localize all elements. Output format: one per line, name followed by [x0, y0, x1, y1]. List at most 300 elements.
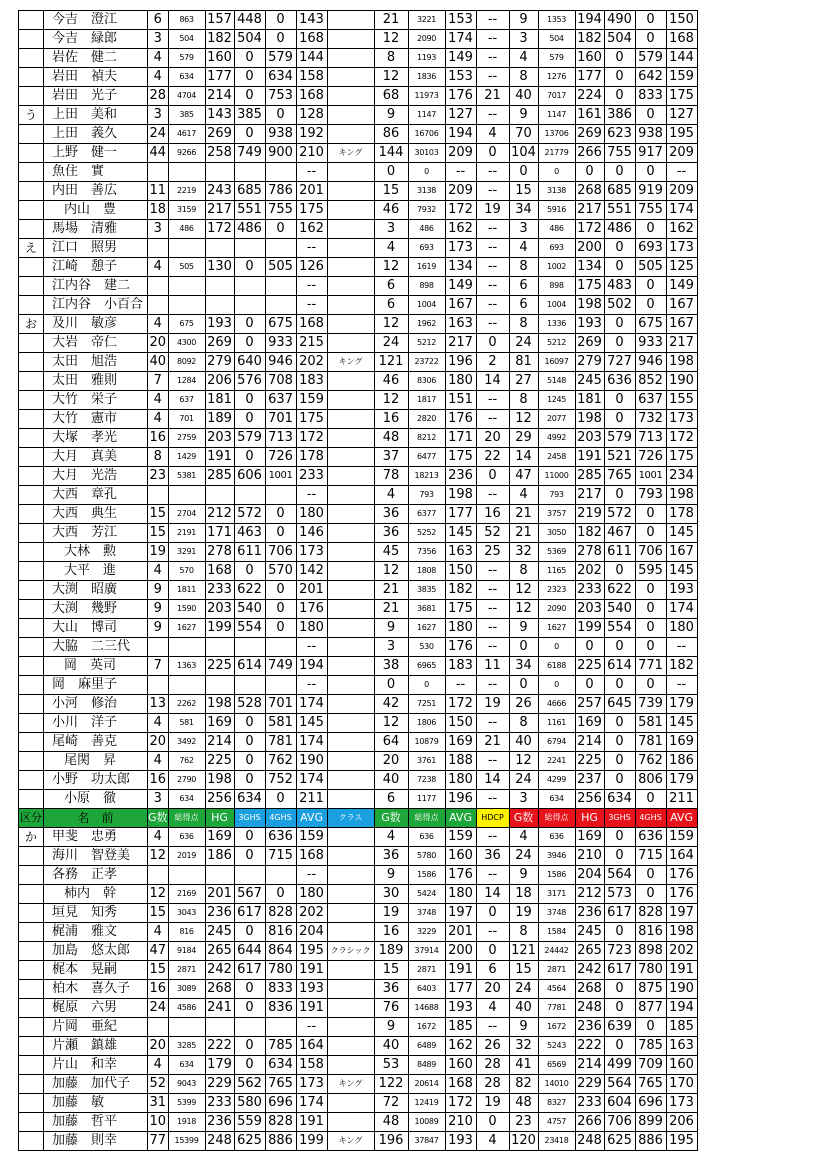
hdcp-cell: --: [476, 391, 509, 410]
average-3-cell: 175: [666, 87, 697, 106]
3g-high-series-3-cell: 765: [604, 467, 635, 486]
3g-high-series-3-cell: 467: [604, 524, 635, 543]
total-score-2-cell: 10089: [408, 1113, 445, 1132]
total-score-cell: 9266: [168, 144, 205, 163]
total-score-2-cell: 14688: [408, 999, 445, 1018]
name-cell: 及川 敏彦: [44, 315, 148, 334]
average-3-cell: 176: [666, 866, 697, 885]
division-cell: [19, 486, 44, 505]
3g-high-series-cell: 572: [234, 505, 265, 524]
table-row: [19, 790, 698, 809]
games-cell: 20: [148, 733, 169, 752]
games-3-cell: 9: [509, 106, 538, 125]
average-2-cell: 174: [445, 30, 476, 49]
high-game-cell: 233: [205, 1094, 234, 1113]
total-score-3-cell: 7017: [538, 87, 575, 106]
4g-high-series-cell: 828: [265, 904, 296, 923]
total-score-2-cell: 2820: [408, 410, 445, 429]
class-cell: [327, 771, 374, 790]
3g-high-series-3-cell: 0: [604, 999, 635, 1018]
games-3-cell: 121: [509, 942, 538, 961]
division-cell: [19, 771, 44, 790]
games-3-cell: 8: [509, 391, 538, 410]
average-cell: --: [296, 163, 327, 182]
4g-high-series-3-cell: 762: [635, 752, 666, 771]
division-cell: [19, 961, 44, 980]
games-2-cell: 3: [374, 638, 408, 657]
3g-high-series-3-cell: 625: [604, 1132, 635, 1151]
division-cell: [19, 866, 44, 885]
games-3-cell: 6: [509, 277, 538, 296]
high-game-3-cell: 194: [575, 11, 604, 30]
games-cell: 28: [148, 87, 169, 106]
games-cell: 4: [148, 410, 169, 429]
high-game-3-cell: 203: [575, 600, 604, 619]
hdcp-cell: --: [476, 752, 509, 771]
4g-high-series-3-cell: 636: [635, 828, 666, 847]
games-3-cell: 14: [509, 448, 538, 467]
3g-high-series-3-cell: 604: [604, 1094, 635, 1113]
4g-high-series-cell: 785: [265, 1037, 296, 1056]
high-game-cell: 179: [205, 1056, 234, 1075]
class-cell: [327, 619, 374, 638]
hdcp-cell: --: [476, 239, 509, 258]
total-score-3-cell: 3050: [538, 524, 575, 543]
games-cell: 47: [148, 942, 169, 961]
games-cell: 11: [148, 182, 169, 201]
high-game-3-cell: 198: [575, 410, 604, 429]
division-cell: [19, 999, 44, 1018]
name-cell: 大竹 憲市: [44, 410, 148, 429]
division-cell: [19, 410, 44, 429]
high-game-3-cell: 219: [575, 505, 604, 524]
games-cell: [148, 866, 169, 885]
high-game-cell: 160: [205, 49, 234, 68]
games-cell: 15: [148, 505, 169, 524]
total-score-cell: 1627: [168, 619, 205, 638]
name-cell: 岡 麻里子: [44, 676, 148, 695]
games-3-cell: 4: [509, 49, 538, 68]
3g-high-series-cell: 0: [234, 980, 265, 999]
games-2-cell: 144: [374, 144, 408, 163]
average-3-cell: 145: [666, 714, 697, 733]
average-2-cell: 168: [445, 1075, 476, 1094]
division-cell: [19, 923, 44, 942]
games-3-cell: 0: [509, 163, 538, 182]
3g-high-series-3-cell: 0: [604, 334, 635, 353]
division-cell: [19, 714, 44, 733]
high-game-3-cell: 202: [575, 562, 604, 581]
class-cell: [327, 543, 374, 562]
table-row: [19, 163, 698, 182]
class-cell: [327, 87, 374, 106]
games-2-cell: 189: [374, 942, 408, 961]
class-cell: [327, 410, 374, 429]
3g-high-series-cell: 634: [234, 790, 265, 809]
total-score-3-cell: 898: [538, 277, 575, 296]
total-score-3-cell: 11000: [538, 467, 575, 486]
total-score-cell: [168, 296, 205, 315]
total-score-2-cell: 8306: [408, 372, 445, 391]
3g-high-series-3-cell: 564: [604, 1075, 635, 1094]
class-cell: [327, 961, 374, 980]
games-3-cell: 12: [509, 410, 538, 429]
total-score-3-cell: 1627: [538, 619, 575, 638]
games-cell: 18: [148, 201, 169, 220]
average-cell: 178: [296, 448, 327, 467]
hdcp-cell: --: [476, 106, 509, 125]
total-score-2-cell: 6403: [408, 980, 445, 999]
games-3-cell: 24: [509, 771, 538, 790]
3g-high-series-3-cell: 0: [604, 239, 635, 258]
4g-high-series-3-cell: 0: [635, 30, 666, 49]
high-game-cell: 203: [205, 600, 234, 619]
average-cell: 202: [296, 353, 327, 372]
name-cell: 大月 光浩: [44, 467, 148, 486]
4g-high-series-3-cell: 0: [635, 296, 666, 315]
hdcp-cell: --: [476, 11, 509, 30]
4g-high-series-cell: 0: [265, 790, 296, 809]
average-2-cell: 172: [445, 201, 476, 220]
total-score-cell: 636: [168, 828, 205, 847]
games-3-cell: 8: [509, 923, 538, 942]
games-2-cell: 9: [374, 106, 408, 125]
games-2-cell: 4: [374, 828, 408, 847]
average-2-cell: 172: [445, 1094, 476, 1113]
high-game-3-cell: 181: [575, 391, 604, 410]
hdcp-cell: --: [476, 619, 509, 638]
total-score-3-cell: 5148: [538, 372, 575, 391]
total-score-cell: 1918: [168, 1113, 205, 1132]
total-score-3-cell: 5369: [538, 543, 575, 562]
games-2-cell: 64: [374, 733, 408, 752]
division-cell: [19, 87, 44, 106]
3g-high-series-cell: 562: [234, 1075, 265, 1094]
games-2-cell: 38: [374, 657, 408, 676]
4g-high-series-3-cell: 0: [635, 524, 666, 543]
total-score-3-cell: 2871: [538, 961, 575, 980]
high-game-cell: 269: [205, 334, 234, 353]
hdcp-cell: 19: [476, 1094, 509, 1113]
division-cell: [19, 182, 44, 201]
average-2-cell: 175: [445, 600, 476, 619]
games-2-cell: 12: [374, 68, 408, 87]
4g-high-series-cell: 505: [265, 258, 296, 277]
average-2-cell: 198: [445, 486, 476, 505]
games-3-cell: 27: [509, 372, 538, 391]
total-score-2-cell: 1836: [408, 68, 445, 87]
total-score-cell: 634: [168, 68, 205, 87]
games-2-cell: 45: [374, 543, 408, 562]
4g-high-series-cell: 0: [265, 600, 296, 619]
class-cell: [327, 258, 374, 277]
3g-high-series-cell: 0: [234, 771, 265, 790]
class-cell: [327, 847, 374, 866]
total-score-3-cell: 0: [538, 163, 575, 182]
high-game-cell: [205, 866, 234, 885]
average-cell: 143: [296, 11, 327, 30]
average-3-cell: 190: [666, 372, 697, 391]
total-score-3-cell: 5916: [538, 201, 575, 220]
total-score-cell: 1363: [168, 657, 205, 676]
class-cell: [327, 429, 374, 448]
table-row: [19, 543, 698, 562]
high-game-cell: 169: [205, 714, 234, 733]
4g-high-series-3-cell: 833: [635, 87, 666, 106]
average-2-cell: 145: [445, 524, 476, 543]
games-cell: 7: [148, 372, 169, 391]
table-row: [19, 1132, 698, 1151]
hdcp-cell: 28: [476, 1075, 509, 1094]
4g-high-series-cell: 749: [265, 657, 296, 676]
table-row: [19, 733, 698, 752]
average-cell: 180: [296, 885, 327, 904]
hdcp-cell: 19: [476, 695, 509, 714]
high-game-3-cell: 229: [575, 1075, 604, 1094]
total-score-3-cell: 1004: [538, 296, 575, 315]
3g-high-series-3-cell: 622: [604, 581, 635, 600]
name-cell: 梶原 六男: [44, 999, 148, 1018]
total-score-3-cell: 4757: [538, 1113, 575, 1132]
average-cell: --: [296, 277, 327, 296]
high-game-3-cell: 182: [575, 30, 604, 49]
class-cell: [327, 828, 374, 847]
average-2-cell: 180: [445, 619, 476, 638]
3g-high-series-3-cell: 623: [604, 125, 635, 144]
hdcp-cell: --: [476, 258, 509, 277]
4g-high-series-3-cell: 0: [635, 885, 666, 904]
4g-high-series-3-cell: 806: [635, 771, 666, 790]
3g-high-series-cell: 580: [234, 1094, 265, 1113]
total-score-cell: [168, 239, 205, 258]
hdcp-cell: --: [476, 30, 509, 49]
division-cell: [19, 125, 44, 144]
total-score-cell: 9184: [168, 942, 205, 961]
name-cell: 大林 勲: [44, 543, 148, 562]
4g-high-series-cell: 886: [265, 1132, 296, 1151]
4g-high-series-cell: [265, 1018, 296, 1037]
4g-high-series-cell: [265, 239, 296, 258]
games-2-cell: 12: [374, 315, 408, 334]
games-cell: 16: [148, 771, 169, 790]
3g-high-series-3-cell: 0: [604, 410, 635, 429]
games-cell: 4: [148, 828, 169, 847]
high-game-cell: [205, 638, 234, 657]
total-score-3-cell: 1245: [538, 391, 575, 410]
total-score-2-cell: 6965: [408, 657, 445, 676]
high-game-3-cell: 225: [575, 752, 604, 771]
average-cell: 183: [296, 372, 327, 391]
3g-high-series-cell: 0: [234, 999, 265, 1018]
high-game-3-cell: 199: [575, 619, 604, 638]
total-score-3-cell: 1147: [538, 106, 575, 125]
table-row: [19, 258, 698, 277]
games-2-cell: 36: [374, 847, 408, 866]
games-3-cell: 12: [509, 752, 538, 771]
average-cell: 175: [296, 201, 327, 220]
3g-high-series-cell: 749: [234, 144, 265, 163]
name-cell: 柏木 喜久子: [44, 980, 148, 999]
header-division: 区分: [19, 809, 44, 828]
3g-high-series-cell: 0: [234, 733, 265, 752]
4g-high-series-cell: 0: [265, 106, 296, 125]
average-2-cell: 134: [445, 258, 476, 277]
total-score-cell: 505: [168, 258, 205, 277]
average-2-cell: 176: [445, 638, 476, 657]
class-cell: [327, 676, 374, 695]
4g-high-series-3-cell: 0: [635, 676, 666, 695]
high-game-cell: 279: [205, 353, 234, 372]
total-score-2-cell: 16706: [408, 125, 445, 144]
games-cell: 8: [148, 448, 169, 467]
total-score-cell: 504: [168, 30, 205, 49]
total-score-cell: 4300: [168, 334, 205, 353]
class-cell: クラシック: [327, 942, 374, 961]
4g-high-series-3-cell: 771: [635, 657, 666, 676]
high-game-3-cell: 248: [575, 999, 604, 1018]
table-row: [19, 828, 698, 847]
average-2-cell: 127: [445, 106, 476, 125]
header-4g-high-series: 4GHS: [265, 809, 296, 828]
average-3-cell: 209: [666, 144, 697, 163]
high-game-cell: 198: [205, 771, 234, 790]
table-row: [19, 1018, 698, 1037]
name-cell: 加島 悠太郎: [44, 942, 148, 961]
average-3-cell: 197: [666, 904, 697, 923]
high-game-cell: [205, 239, 234, 258]
average-2-cell: 193: [445, 1132, 476, 1151]
high-game-cell: 265: [205, 942, 234, 961]
division-cell: [19, 695, 44, 714]
4g-high-series-3-cell: 715: [635, 847, 666, 866]
average-2-cell: 180: [445, 885, 476, 904]
games-3-cell: 3: [509, 790, 538, 809]
4g-high-series-3-cell: 886: [635, 1132, 666, 1151]
high-game-3-cell: 161: [575, 106, 604, 125]
4g-high-series-cell: 765: [265, 1075, 296, 1094]
average-cell: 233: [296, 467, 327, 486]
total-score-cell: [168, 676, 205, 695]
3g-high-series-3-cell: 0: [604, 391, 635, 410]
high-game-3-cell: 193: [575, 315, 604, 334]
high-game-cell: [205, 676, 234, 695]
total-score-3-cell: 6794: [538, 733, 575, 752]
total-score-2-cell: 3748: [408, 904, 445, 923]
total-score-3-cell: 21779: [538, 144, 575, 163]
class-cell: [327, 1094, 374, 1113]
total-score-2-cell: 1177: [408, 790, 445, 809]
hdcp-cell: 0: [476, 467, 509, 486]
class-cell: [327, 448, 374, 467]
total-score-2-cell: 1619: [408, 258, 445, 277]
4g-high-series-cell: 762: [265, 752, 296, 771]
total-score-3-cell: 0: [538, 676, 575, 695]
hdcp-cell: --: [476, 49, 509, 68]
games-3-cell: 34: [509, 201, 538, 220]
high-game-3-cell: 203: [575, 429, 604, 448]
average-2-cell: 209: [445, 144, 476, 163]
total-score-2-cell: 1808: [408, 562, 445, 581]
total-score-2-cell: 793: [408, 486, 445, 505]
4g-high-series-cell: 0: [265, 619, 296, 638]
division-cell: [19, 11, 44, 30]
games-cell: 4: [148, 714, 169, 733]
class-cell: [327, 68, 374, 87]
4g-high-series-3-cell: 938: [635, 125, 666, 144]
header-hdcp: HDCP: [476, 809, 509, 828]
hdcp-cell: 36: [476, 847, 509, 866]
table-row: [19, 923, 698, 942]
average-cell: 194: [296, 657, 327, 676]
total-score-2-cell: 486: [408, 220, 445, 239]
games-2-cell: 30: [374, 885, 408, 904]
average-2-cell: 160: [445, 847, 476, 866]
division-cell: [19, 1113, 44, 1132]
games-2-cell: 40: [374, 771, 408, 790]
3g-high-series-cell: 551: [234, 201, 265, 220]
hdcp-cell: 20: [476, 429, 509, 448]
total-score-cell: 634: [168, 1056, 205, 1075]
average-cell: 174: [296, 771, 327, 790]
total-score-cell: 637: [168, 391, 205, 410]
games-cell: [148, 1018, 169, 1037]
3g-high-series-3-cell: 579: [604, 429, 635, 448]
games-cell: 4: [148, 315, 169, 334]
name-cell: 内山 豊: [44, 201, 148, 220]
3g-high-series-cell: [234, 638, 265, 657]
total-score-3-cell: 1353: [538, 11, 575, 30]
hdcp-cell: 21: [476, 733, 509, 752]
3g-high-series-cell: 0: [234, 258, 265, 277]
table-row: [19, 1075, 698, 1094]
hdcp-cell: --: [476, 714, 509, 733]
table-row: [19, 87, 698, 106]
games-3-cell: 4: [509, 828, 538, 847]
average-2-cell: 201: [445, 923, 476, 942]
total-score-cell: [168, 163, 205, 182]
4g-high-series-3-cell: 0: [635, 1018, 666, 1037]
class-cell: [327, 752, 374, 771]
total-score-cell: 3043: [168, 904, 205, 923]
class-cell: [327, 30, 374, 49]
games-cell: 9: [148, 619, 169, 638]
total-score-3-cell: 1586: [538, 866, 575, 885]
average-cell: --: [296, 1018, 327, 1037]
total-score-2-cell: 1962: [408, 315, 445, 334]
total-score-3-cell: 24442: [538, 942, 575, 961]
3g-high-series-3-cell: 0: [604, 676, 635, 695]
average-3-cell: 167: [666, 296, 697, 315]
average-cell: 168: [296, 315, 327, 334]
table-row: [19, 49, 698, 68]
high-game-cell: 199: [205, 619, 234, 638]
3g-high-series-cell: 567: [234, 885, 265, 904]
average-2-cell: 236: [445, 467, 476, 486]
total-score-2-cell: 7238: [408, 771, 445, 790]
4g-high-series-3-cell: 595: [635, 562, 666, 581]
table-row: [19, 182, 698, 201]
3g-high-series-cell: [234, 296, 265, 315]
total-score-2-cell: 12419: [408, 1094, 445, 1113]
4g-high-series-cell: 752: [265, 771, 296, 790]
average-cell: 193: [296, 980, 327, 999]
average-3-cell: 127: [666, 106, 697, 125]
4g-high-series-3-cell: 828: [635, 904, 666, 923]
average-3-cell: 182: [666, 657, 697, 676]
division-cell: [19, 277, 44, 296]
name-cell: 加藤 敏: [44, 1094, 148, 1113]
games-cell: 44: [148, 144, 169, 163]
